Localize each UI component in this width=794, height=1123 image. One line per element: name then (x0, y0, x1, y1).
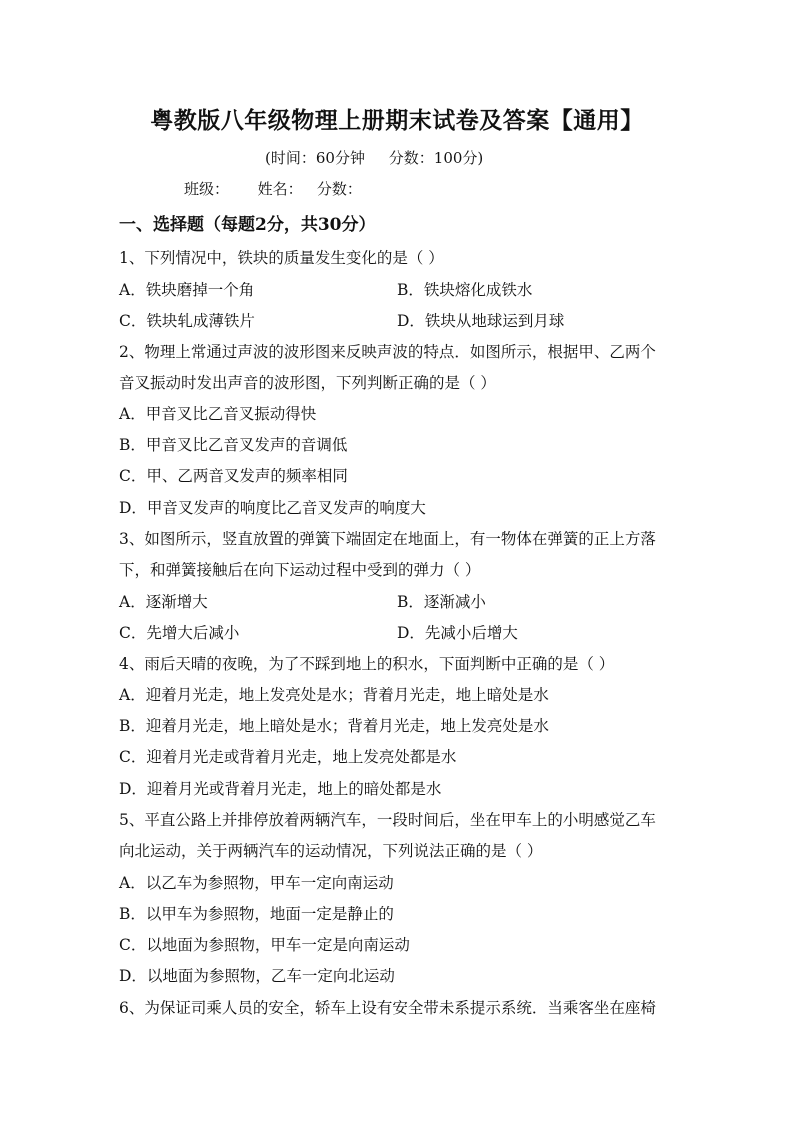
question-1-option-a: A．铁块磨掉一个角 (119, 281, 255, 299)
question-3-stem-line-1: 3、如图所示，竖直放置的弹簧下端固定在地面上，有一物体在弹簧的正上方落 (119, 530, 656, 548)
question-2-stem-line-2: 音叉振动时发出声音的波形图，下列判断正确的是（ ） (119, 374, 496, 392)
question-2-option-d: D．甲音叉发声的响度比乙音叉发声的响度大 (119, 499, 426, 517)
question-2-option-b: B．甲音叉比乙音叉发声的音调低 (119, 436, 348, 454)
question-5-stem-line-2: 向北运动，关于两辆汽车的运动情况，下列说法正确的是（ ） (119, 842, 543, 860)
question-1-stem: 1、下列情况中，铁块的质量发生变化的是（ ） (119, 249, 444, 267)
exam-title: 粤教版八年级物理上册期末试卷及答案【通用】 (150, 107, 644, 134)
question-3-option-b: B．逐渐减小 (397, 593, 486, 611)
question-1-option-b: B．铁块熔化成铁水 (397, 281, 533, 299)
question-4-option-a: A．迎着月光走，地上发亮处是水；背着月光走，地上暗处是水 (119, 686, 549, 704)
question-5-stem-line-1: 5、平直公路上并排停放着两辆汽车，一段时间后，坐在甲车上的小明感觉乙车 (119, 811, 656, 829)
question-2-stem-line-1: 2、物理上常通过声波的波形图来反映声波的特点．如图所示，根据甲、乙两个 (119, 343, 656, 361)
question-5-option-b: B．以甲车为参照物，地面一定是静止的 (119, 905, 394, 923)
question-4-stem: 4、雨后天晴的夜晚，为了不踩到地上的积水，下面判断中正确的是（ ） (119, 655, 615, 673)
student-info-line: 班级： 姓名： 分数： (184, 180, 362, 198)
question-4-option-d: D．迎着月光或背着月光走，地上的暗处都是水 (119, 780, 442, 798)
question-5-option-c: C．以地面为参照物，甲车一定是向南运动 (119, 936, 410, 954)
question-4-option-c: C．迎着月光走或背着月光走，地上发亮处都是水 (119, 748, 457, 766)
question-1-option-d: D．铁块从地球运到月球 (397, 312, 565, 330)
question-1-option-c: C．铁块轧成薄铁片 (119, 312, 255, 330)
exam-time-score: (时间：60分钟 分数：100分) (265, 149, 484, 167)
question-4-option-b: B．迎着月光走，地上暗处是水；背着月光走，地上发亮处是水 (119, 717, 549, 735)
question-5-option-d: D．以地面为参照物，乙车一定向北运动 (119, 967, 395, 985)
question-3-stem-line-2: 下，和弹簧接触后在向下运动过程中受到的弹力（ ） (119, 561, 481, 579)
question-3-option-d: D．先减小后增大 (397, 624, 518, 642)
question-5-option-a: A．以乙车为参照物，甲车一定向南运动 (119, 874, 394, 892)
question-3-option-a: A．逐渐增大 (119, 593, 208, 611)
question-2-option-a: A．甲音叉比乙音叉振动得快 (119, 405, 317, 423)
section-heading-multiple-choice: 一、选择题（每题2分，共30分） (119, 215, 376, 235)
question-3-option-c: C．先增大后减小 (119, 624, 240, 642)
question-6-stem-line-1: 6、为保证司乘人员的安全，轿车上设有安全带未系提示系统．当乘客坐在座椅 (119, 999, 656, 1017)
question-2-option-c: C．甲、乙两音叉发声的频率相同 (119, 467, 348, 485)
